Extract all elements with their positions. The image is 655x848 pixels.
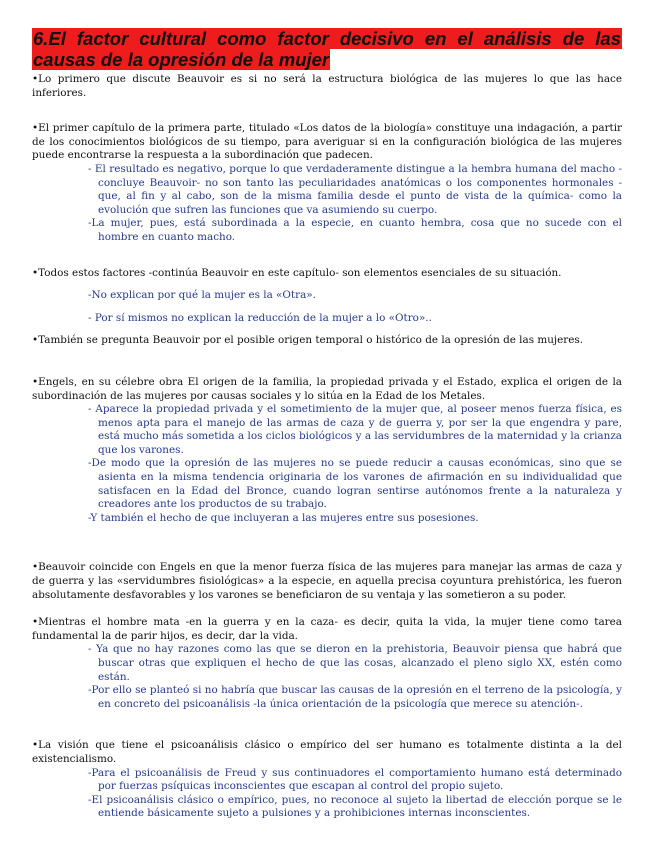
subpoint-psychoanalysis: -Por ello se planteó si no habría que buscar las causas de la opresión en el terreno de la psicología, y en concreto del psicoanálisis -la única orientación de la psicología que merece su atención-. [88,684,622,710]
page-title [32,28,622,70]
paragraph-biology-chapter: •El primer capítulo de la primera parte, titulado «Los datos de la biología» constituye una indagación, a partir de los conocimientos biológicos de su tiempo, para averiguar si en la configuración biológica de las mujeres puede encontrarse la respuesta a la subordinación que padecen. [32,122,622,162]
subpoint-no-freedom: -El psicoanálisis clásico o empírico, pues, no reconoce al sujeto la libertad de elección porque se le entiende básicamente sujeto a pulsiones y a prohibiciones internas inconscientes. [88,793,622,820]
paragraph-engels: •Engels, en su célebre obra El origen de la familia, la propiedad privada y el Estado, explica el origen de la subordinación de las mujeres por causas sociales y lo sitúa en la Edad de los Metales. [32,375,622,402]
subpoint-not-explain-other: -No explican por qué la mujer es la «Otra». [88,289,316,302]
subpoint-possessions: -Y también el hecho de que incluyeran a las mujeres entre sus posesiones. [88,511,479,524]
paragraph-psychoanalysis-vision: •La visión que tiene el psicoanálisis clásico o empírico del ser humano es totalmente distinta a la del existencialismo. [32,739,622,765]
subpoint-not-economic: -De modo que la opresión de las mujeres no se puede reducir a causas económicas, sino que se asienta en la misma tendencia originaria de los varones de afirmación en su individualidad que satisfacen en la Edad del Bronce, cuando logran sentirse autónomos frente a la naturaleza y creadores ante los productos de su trabajo. [88,457,622,511]
paragraph-biology-question: •Lo primero que discute Beauvoir es si no será la estructura biológica de las mujeres lo que las hace inferiores. [32,73,622,99]
title-highlight: 6.El factor cultural como factor decisivo en el análisis de las causas de la opresión de la mujer [33,28,621,70]
subpoint-not-explain-reduction: - Por sí mismos no explican la reducción de la mujer a lo «Otro».. [88,311,432,324]
paragraph-beauvoir-engels: •Beauvoir coincide con Engels en que la menor fuerza física de las mujeres para manejar las armas de caza y de guerra y las «servidumbres fisiológicas» a la especie, en aquella precisa coyuntura prehistórica, les fueron absolutamente desfavorables y los varones se beneficiaron de su ventaja y las sometieron a su poder. [32,561,622,601]
subpoint-negative-result: - El resultado es negativo, porque lo que verdaderamente distingue a la hembra humana del macho -concluye Beauvoir- no son tanto las peculiaridades anatómicas o los componentes hormonales -que, al fin y al cabo, son de la misma familia desde el punto de vista de la química- como la evolución que sufren las funciones que va asumiendo su cuerpo. [88,162,622,216]
subpoint-freud: -Para el psicoanálisis de Freud y sus continuadores el comportamiento humano está determinado por fuerzas psíquicas inconscientes que escapan al control del propio sujeto. [88,766,622,793]
paragraph-historical-origin: •También se pregunta Beauvoir por el posible origen temporal o histórico de la opresión de las mujeres. [32,334,584,347]
subpoint-private-property: - Aparece la propiedad privada y el sometimiento de la mujer que, al poseer menos fuerza física, es menos apta para el manejo de las armas de caza y de guerra y, por ser la que engendra y pare, está mucho más sometida a los ciclos biológicos y a las servidumbres de la maternidad y la crianza que los varones. [88,403,622,456]
subpoint-species-subordination: -La mujer, pues, está subordinada a la especie, en cuanto hembra, cosa que no sucede con el hombre en cuanto macho. [88,217,622,243]
paragraph-man-kills: •Mientras el hombre mata -en la guerra y en la caza- es decir, quita la vida, la mujer tiene como tarea fundamental la de parir hijos, es decir, dar la vida. [32,616,622,642]
subpoint-twentieth-century: - Ya que no hay razones como las que se dieron en la prehistoria, Beauvoir piensa que habrá que buscar otras que expliquen el hecho de que las cosas, alcanzado el pleno siglo XX, estén como están. [88,643,622,683]
paragraph-situation-factors: •Todos estos factores -continúa Beauvoir en este capítulo- son elementos esenciales de su situación. [32,266,562,279]
